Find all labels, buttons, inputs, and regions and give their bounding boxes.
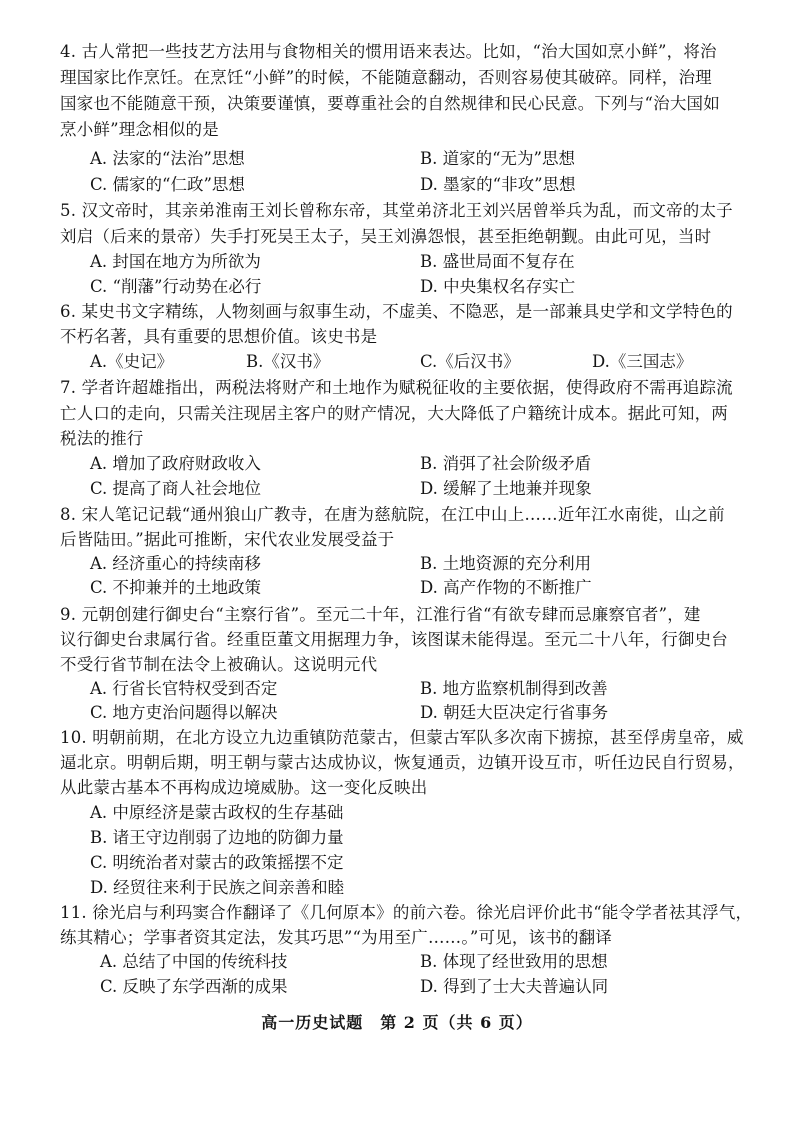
- q9-line-3: 不受行省节制在法令上被确认。这说明元代: [60, 655, 378, 674]
- q5-line-1: 5. 汉文帝时，其亲弟淮南王刘长曾称东帝，其堂弟济北王刘兴居曾举兵为乱，而文帝的太子: [60, 201, 733, 220]
- q4-line-4: 烹小鲜”理念相似的是: [60, 120, 219, 139]
- q10-option-d: D. 经贸往来利于民族之间亲善和睦: [90, 878, 345, 897]
- q10-line-2: 逼北京。明朝后期，明王朝与蒙古达成协议，恢复通贡，边镇开设互市，听任边民自行贸易，: [60, 753, 745, 772]
- q4-option-b: B. 道家的“无为”思想: [420, 149, 575, 168]
- q8-option-d: D. 高产作物的不断推广: [420, 578, 592, 597]
- q8-line-1: 8. 宋人笔记记载“通州狼山广教寺，在唐为慈航院，在江中山上……近年江水南徙，山之前: [60, 505, 725, 524]
- q10-option-c: C. 明统治者对蒙古的政策摇摆不定: [90, 853, 344, 872]
- q5-option-c: C. “削藩”行动势在必行: [90, 277, 262, 296]
- q6-option-c: C.《后汉书》: [420, 352, 520, 371]
- q7-line-1: 7. 学者许超雄指出，两税法将财产和土地作为赋税征收的主要依据，使得政府不需再追踪流: [60, 378, 733, 397]
- q8-line-2: 后皆陆田。”据此可推断，宋代农业发展受益于: [60, 530, 395, 549]
- q9-line-1: 9. 元朝创建行御史台“主察行省”。至元二十年，江淮行省“有欲专肆而忌廉察官者”，建: [60, 605, 701, 624]
- q9-option-b: B. 地方监察机制得到改善: [420, 679, 608, 698]
- q6-line-1: 6. 某史书文字精练，人物刻画与叙事生动，不虚美、不隐恶，是一部兼具史学和文学特色的: [60, 302, 733, 321]
- q6-option-b: B.《汉书》: [246, 352, 330, 371]
- q4-line-3: 国家也不能随意干预，决策要谨慎，要尊重社会的自然规律和民心民意。下列与“治大国如: [60, 94, 720, 113]
- q7-line-2: 亡人口的走向，只需关注现居主客户的财产情况，大大降低了户籍统计成本。据此可知，两: [60, 404, 728, 423]
- q11-option-b: B. 体现了经世致用的思想: [420, 952, 608, 971]
- q9-option-c: C. 地方吏治问题得以解决: [90, 703, 278, 722]
- q8-option-a: A. 经济重心的持续南移: [90, 554, 261, 573]
- q6-line-2: 不朽名著，具有重要的思想价值。该史书是: [60, 327, 378, 346]
- q9-option-a: A. 行省长官特权受到否定: [90, 679, 278, 698]
- q7-option-d: D. 缓解了土地兼并现象: [420, 479, 592, 498]
- q4-option-a: A. 法家的“法治”思想: [90, 149, 245, 168]
- q10-option-b: B. 诸王守边削弱了边地的防御力量: [90, 828, 344, 847]
- q11-line-1: 11. 徐光启与利玛窦合作翻译了《几何原本》的前六卷。徐光启评价此书“能令学者祛其浮气，: [60, 903, 753, 922]
- q4-option-d: D. 墨家的“非攻”思想: [420, 175, 576, 194]
- q7-line-3: 税法的推行: [60, 429, 144, 448]
- q10-line-1: 10. 明朝前期，在北方设立九边重镇防范蒙古，但蒙古军队多次南下掳掠，甚至俘虏皇帝，威: [60, 728, 744, 747]
- q11-option-c: C. 反映了东学西渐的成果: [100, 977, 288, 996]
- q4-line-1: 4. 古人常把一些技艺方法用与食物相关的惯用语来表达。比如，“治大国如烹小鲜”，将治: [60, 42, 717, 61]
- q11-line-2: 练其精心；学事者资其定法，发其巧思”“为用至广……。”可见，该书的翻译: [60, 928, 613, 947]
- q7-option-a: A. 增加了政府财政收入: [90, 454, 261, 473]
- q5-option-a: A. 封国在地方为所欲为: [90, 252, 261, 271]
- q11-option-a: A. 总结了中国的传统科技: [100, 952, 288, 971]
- q4-line-2: 理国家比作烹饪。在烹饪“小鲜”的时候，不能随意翻动，否则容易使其破碎。同样，治理: [60, 68, 712, 87]
- q9-line-2: 议行御史台隶属行省。经重臣董文用据理力争，该图谋未能得逞。至元二十八年，行御史台: [60, 630, 728, 649]
- q10-line-3: 从此蒙古基本不再构成边境威胁。这一变化反映出: [60, 778, 428, 797]
- q10-option-a: A. 中原经济是蒙古政权的生存基础: [90, 803, 344, 822]
- q8-option-c: C. 不抑兼并的土地政策: [90, 578, 262, 597]
- q7-option-b: B. 消弭了社会阶级矛盾: [420, 454, 592, 473]
- page-footer: 高一历史试题 第 2 页（共 6 页）: [261, 1013, 533, 1032]
- q5-option-b: B. 盛世局面不复存在: [420, 252, 575, 271]
- q6-option-a: A.《史记》: [90, 352, 174, 371]
- q9-option-d: D. 朝廷大臣决定行省事务: [420, 703, 609, 722]
- q4-option-c: C. 儒家的“仁政”思想: [90, 175, 245, 194]
- q5-line-2: 刘启（后来的景帝）失手打死吴王太子，吴王刘濞怨恨，甚至拒绝朝觐。由此可见，当时: [60, 227, 712, 246]
- q6-option-d: D.《三国志》: [592, 352, 693, 371]
- q7-option-c: C. 提高了商人社会地位: [90, 479, 262, 498]
- q11-option-d: D. 得到了士大夫普遍认同: [420, 977, 609, 996]
- q5-option-d: D. 中央集权名存实亡: [420, 277, 576, 296]
- q8-option-b: B. 土地资源的充分利用: [420, 554, 592, 573]
